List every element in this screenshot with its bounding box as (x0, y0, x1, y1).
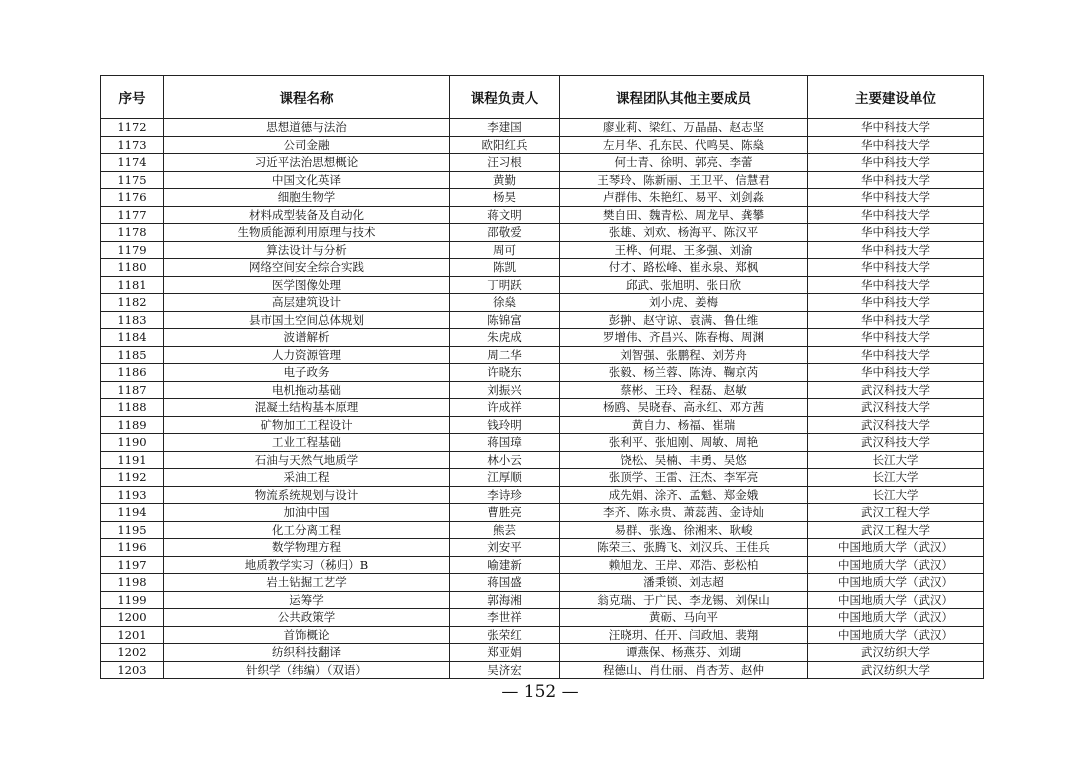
cell-team-members: 黄自力、杨福、崔瑞 (560, 416, 808, 434)
cell-institution: 长江大学 (808, 469, 984, 487)
cell-index: 1184 (101, 329, 164, 347)
table-row (101, 644, 984, 662)
cell-institution: 中国地质大学（武汉） (808, 591, 984, 609)
cell-course-name: 高层建筑设计 (164, 294, 450, 312)
cell-team-members: 杨鸥、吴晓春、高永红、邓方茜 (560, 399, 808, 417)
cell-index: 1186 (101, 364, 164, 382)
cell-course-lead: 邵敬爱 (450, 224, 560, 242)
cell-index: 1185 (101, 346, 164, 364)
cell-institution: 中国地质大学（武汉） (808, 609, 984, 627)
cell-team-members: 易群、张逸、徐湘来、耿峻 (560, 521, 808, 539)
cell-course-name: 电机拖动基础 (164, 381, 450, 399)
cell-team-members: 陈荣三、张腾飞、刘汉兵、王佳兵 (560, 539, 808, 557)
cell-course-name: 混凝土结构基本原理 (164, 399, 450, 417)
cell-course-name: 加油中国 (164, 504, 450, 522)
cell-course-name: 细胞生物学 (164, 189, 450, 207)
cell-index: 1198 (101, 574, 164, 592)
cell-team-members: 黄砺、马向平 (560, 609, 808, 627)
cell-course-lead: 李诗珍 (450, 486, 560, 504)
cell-course-name: 材料成型装备及自动化 (164, 206, 450, 224)
table-row (101, 206, 984, 224)
header-course-lead: 课程负责人 (450, 76, 560, 119)
cell-course-name: 医学图像处理 (164, 276, 450, 294)
cell-course-lead: 熊芸 (450, 521, 560, 539)
table-row (101, 224, 984, 242)
table-row (101, 609, 984, 627)
cell-institution: 长江大学 (808, 451, 984, 469)
cell-index: 1199 (101, 591, 164, 609)
cell-course-name: 生物质能源利用原理与技术 (164, 224, 450, 242)
cell-index: 1189 (101, 416, 164, 434)
cell-course-lead: 欧阳红兵 (450, 136, 560, 154)
table-header-row (101, 76, 984, 119)
cell-course-lead: 林小云 (450, 451, 560, 469)
cell-institution: 华中科技大学 (808, 189, 984, 207)
cell-course-lead: 郭海湘 (450, 591, 560, 609)
cell-team-members: 赖旭龙、王岸、邓浩、彭松柏 (560, 556, 808, 574)
cell-index: 1179 (101, 241, 164, 259)
table-row (101, 311, 984, 329)
cell-course-name: 人力资源管理 (164, 346, 450, 364)
table-row (101, 346, 984, 364)
cell-institution: 华中科技大学 (808, 329, 984, 347)
cell-course-name: 工业工程基础 (164, 434, 450, 452)
cell-course-lead: 刘振兴 (450, 381, 560, 399)
cell-course-lead: 陈凯 (450, 259, 560, 277)
cell-institution: 武汉纺织大学 (808, 661, 984, 679)
cell-institution: 武汉科技大学 (808, 399, 984, 417)
cell-course-lead: 汪习根 (450, 154, 560, 172)
table-row (101, 574, 984, 592)
cell-course-name: 岩土钻掘工艺学 (164, 574, 450, 592)
cell-index: 1202 (101, 644, 164, 662)
cell-index: 1174 (101, 154, 164, 172)
header-institution: 主要建设单位 (808, 76, 984, 119)
table-row (101, 556, 984, 574)
cell-course-lead: 蒋国璋 (450, 434, 560, 452)
cell-course-name: 电子政务 (164, 364, 450, 382)
cell-team-members: 樊自田、魏青松、周龙早、龚攀 (560, 206, 808, 224)
page-number: — 152 — (501, 682, 579, 702)
cell-course-name: 思想道德与法治 (164, 119, 450, 137)
table-row (101, 329, 984, 347)
cell-course-name: 算法设计与分析 (164, 241, 450, 259)
cell-index: 1175 (101, 171, 164, 189)
cell-institution: 华中科技大学 (808, 364, 984, 382)
cell-course-name: 针织学（纬编）（双语） (164, 661, 450, 679)
cell-course-name: 网络空间安全综合实践 (164, 259, 450, 277)
table-row (101, 364, 984, 382)
cell-index: 1183 (101, 311, 164, 329)
cell-institution: 中国地质大学（武汉） (808, 556, 984, 574)
cell-course-lead: 吴济宏 (450, 661, 560, 679)
cell-team-members: 饶松、吴楠、丰勇、吴悠 (560, 451, 808, 469)
table-row (101, 416, 984, 434)
cell-team-members: 彭翀、赵守谅、袁满、鲁仕维 (560, 311, 808, 329)
cell-course-lead: 郑亚娟 (450, 644, 560, 662)
cell-course-lead: 刘安平 (450, 539, 560, 557)
cell-institution: 华中科技大学 (808, 241, 984, 259)
cell-index: 1190 (101, 434, 164, 452)
table-row (101, 399, 984, 417)
table-row (101, 626, 984, 644)
cell-index: 1177 (101, 206, 164, 224)
table-row (101, 469, 984, 487)
cell-index: 1191 (101, 451, 164, 469)
table-row (101, 259, 984, 277)
cell-course-lead: 蒋文明 (450, 206, 560, 224)
cell-institution: 华中科技大学 (808, 346, 984, 364)
table-row (101, 521, 984, 539)
cell-course-name: 采油工程 (164, 469, 450, 487)
cell-institution: 武汉科技大学 (808, 434, 984, 452)
cell-index: 1194 (101, 504, 164, 522)
cell-institution: 华中科技大学 (808, 294, 984, 312)
cell-index: 1203 (101, 661, 164, 679)
cell-course-lead: 钱玲明 (450, 416, 560, 434)
cell-institution: 华中科技大学 (808, 259, 984, 277)
cell-course-name: 纺织科技翻译 (164, 644, 450, 662)
cell-index: 1172 (101, 119, 164, 137)
cell-team-members: 卢群伟、朱艳红、易平、刘剑淼 (560, 189, 808, 207)
cell-institution: 长江大学 (808, 486, 984, 504)
cell-team-members: 张毅、杨兰蓉、陈涛、鞠京芮 (560, 364, 808, 382)
cell-institution: 中国地质大学（武汉） (808, 539, 984, 557)
cell-team-members: 张顶学、王雷、汪杰、李军亮 (560, 469, 808, 487)
cell-course-name: 物流系统规划与设计 (164, 486, 450, 504)
table-row (101, 189, 984, 207)
cell-index: 1178 (101, 224, 164, 242)
cell-course-name: 矿物加工工程设计 (164, 416, 450, 434)
table-row (101, 591, 984, 609)
cell-team-members: 刘智强、张鹏程、刘芳舟 (560, 346, 808, 364)
table-row (101, 294, 984, 312)
cell-institution: 华中科技大学 (808, 136, 984, 154)
cell-index: 1181 (101, 276, 164, 294)
cell-course-name: 中国文化英译 (164, 171, 450, 189)
cell-course-lead: 蒋国盛 (450, 574, 560, 592)
cell-team-members: 付才、路松峰、崔永泉、郑枫 (560, 259, 808, 277)
cell-team-members: 翁克瑞、于广民、李龙锡、刘保山 (560, 591, 808, 609)
header-team-members: 课程团队其他主要成员 (560, 76, 808, 119)
cell-team-members: 谭燕保、杨燕芬、刘瑚 (560, 644, 808, 662)
cell-team-members: 刘小虎、姜梅 (560, 294, 808, 312)
cell-course-name: 化工分离工程 (164, 521, 450, 539)
table-body (101, 119, 984, 679)
cell-team-members: 张利平、张旭刚、周敏、周艳 (560, 434, 808, 452)
cell-course-name: 首饰概论 (164, 626, 450, 644)
table-row (101, 504, 984, 522)
table-row (101, 171, 984, 189)
cell-institution: 武汉科技大学 (808, 416, 984, 434)
cell-course-name: 运筹学 (164, 591, 450, 609)
cell-institution: 武汉科技大学 (808, 381, 984, 399)
cell-course-lead: 丁明跃 (450, 276, 560, 294)
cell-course-lead: 周可 (450, 241, 560, 259)
cell-index: 1180 (101, 259, 164, 277)
cell-index: 1197 (101, 556, 164, 574)
cell-course-lead: 黄勤 (450, 171, 560, 189)
table-row (101, 539, 984, 557)
cell-institution: 武汉工程大学 (808, 504, 984, 522)
cell-institution: 武汉纺织大学 (808, 644, 984, 662)
cell-index: 1195 (101, 521, 164, 539)
cell-team-members: 程德山、肖仕丽、肖杏芳、赵仲 (560, 661, 808, 679)
cell-course-name: 县市国土空间总体规划 (164, 311, 450, 329)
cell-institution: 武汉工程大学 (808, 521, 984, 539)
cell-team-members: 王琴玲、陈新丽、王卫平、信慧君 (560, 171, 808, 189)
table-row (101, 451, 984, 469)
cell-course-lead: 许成祥 (450, 399, 560, 417)
table-row (101, 661, 984, 679)
cell-course-lead: 江厚顺 (450, 469, 560, 487)
cell-team-members: 何士青、徐明、郭亮、李蕾 (560, 154, 808, 172)
table-row (101, 276, 984, 294)
cell-course-name: 公共政策学 (164, 609, 450, 627)
cell-team-members: 左月华、孔东民、代鸣昊、陈燊 (560, 136, 808, 154)
cell-index: 1188 (101, 399, 164, 417)
table-row (101, 136, 984, 154)
cell-institution: 华中科技大学 (808, 206, 984, 224)
cell-course-lead: 杨昊 (450, 189, 560, 207)
cell-team-members: 邱武、张旭明、张日欣 (560, 276, 808, 294)
cell-institution: 华中科技大学 (808, 311, 984, 329)
cell-course-lead: 李建国 (450, 119, 560, 137)
cell-course-name: 地质教学实习（秭归）B (164, 556, 450, 574)
cell-index: 1201 (101, 626, 164, 644)
cell-course-lead: 徐燊 (450, 294, 560, 312)
cell-index: 1173 (101, 136, 164, 154)
cell-institution: 华中科技大学 (808, 119, 984, 137)
cell-institution: 中国地质大学（武汉） (808, 574, 984, 592)
cell-course-lead: 周二华 (450, 346, 560, 364)
cell-course-lead: 许晓东 (450, 364, 560, 382)
cell-index: 1192 (101, 469, 164, 487)
cell-institution: 华中科技大学 (808, 224, 984, 242)
cell-course-lead: 李世祥 (450, 609, 560, 627)
table-row (101, 486, 984, 504)
table-row (101, 434, 984, 452)
table-row (101, 154, 984, 172)
cell-team-members: 汪晓玥、任开、闫政旭、裴翔 (560, 626, 808, 644)
table-row (101, 381, 984, 399)
cell-team-members: 王桦、何琨、王多强、刘渝 (560, 241, 808, 259)
cell-team-members: 蔡彬、王玲、程磊、赵敏 (560, 381, 808, 399)
cell-index: 1176 (101, 189, 164, 207)
cell-team-members: 潘秉锁、刘志超 (560, 574, 808, 592)
header-index: 序号 (101, 76, 164, 119)
cell-team-members: 廖业莉、梁红、万晶晶、赵志坚 (560, 119, 808, 137)
cell-index: 1193 (101, 486, 164, 504)
cell-course-lead: 曹胜亮 (450, 504, 560, 522)
table-row (101, 241, 984, 259)
table-row (101, 119, 984, 137)
cell-institution: 中国地质大学（武汉） (808, 626, 984, 644)
cell-institution: 华中科技大学 (808, 171, 984, 189)
header-course-name: 课程名称 (164, 76, 450, 119)
cell-index: 1187 (101, 381, 164, 399)
cell-index: 1200 (101, 609, 164, 627)
cell-course-name: 公司金融 (164, 136, 450, 154)
cell-team-members: 成先娟、涂齐、孟魁、郑金娥 (560, 486, 808, 504)
cell-institution: 华中科技大学 (808, 154, 984, 172)
cell-course-lead: 陈锦富 (450, 311, 560, 329)
cell-institution: 华中科技大学 (808, 276, 984, 294)
cell-course-name: 数学物理方程 (164, 539, 450, 557)
cell-team-members: 罗增伟、齐昌兴、陈春梅、周渊 (560, 329, 808, 347)
cell-course-lead: 喻建新 (450, 556, 560, 574)
cell-index: 1182 (101, 294, 164, 312)
course-table (100, 75, 984, 679)
cell-team-members: 李齐、陈永贵、萧蕊茜、金诗灿 (560, 504, 808, 522)
cell-course-name: 波谱解析 (164, 329, 450, 347)
cell-index: 1196 (101, 539, 164, 557)
cell-course-lead: 张荣红 (450, 626, 560, 644)
cell-course-lead: 朱虎成 (450, 329, 560, 347)
cell-course-name: 石油与天然气地质学 (164, 451, 450, 469)
cell-course-name: 习近平法治思想概论 (164, 154, 450, 172)
cell-team-members: 张雄、刘欢、杨海平、陈汉平 (560, 224, 808, 242)
